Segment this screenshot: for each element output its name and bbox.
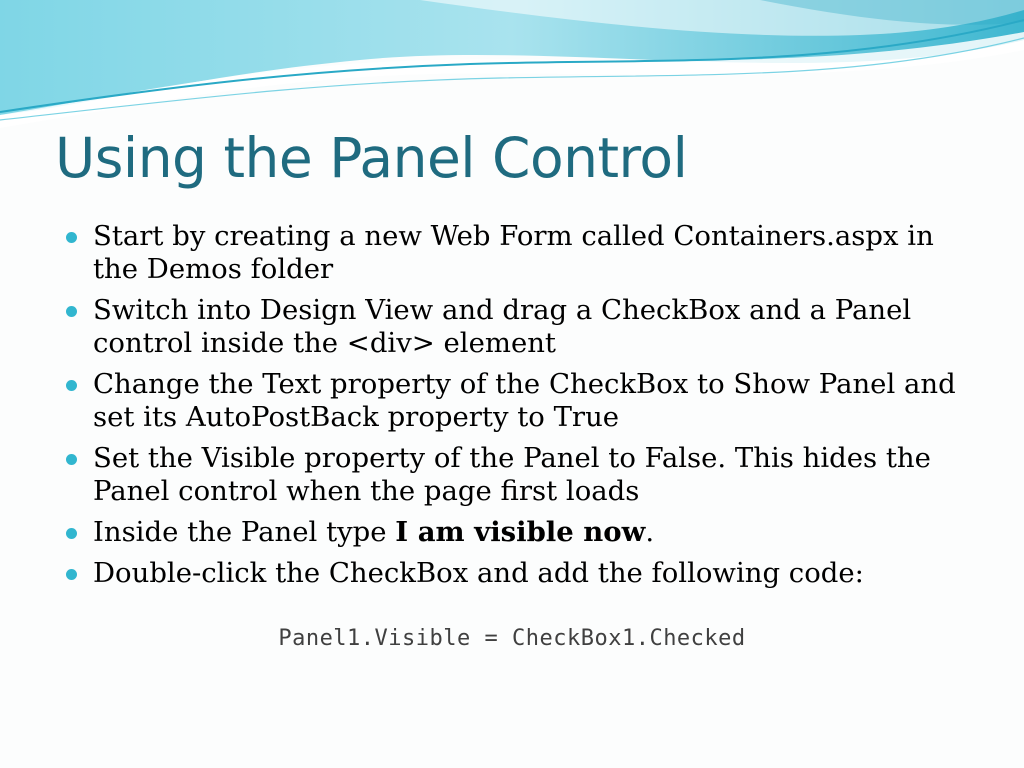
bullet-text: Switch into Design View and drag a CheckBox and a Panel control inside the <div> element bbox=[93, 294, 912, 359]
bullet-text-bold: I am visible now bbox=[395, 516, 646, 548]
bullet-item bbox=[66, 294, 976, 360]
bullet-text: Set the Visible property of the Panel to False. This hides the Panel control when the page first loads bbox=[93, 442, 931, 507]
bullet-icon bbox=[66, 306, 77, 317]
bullet-icon bbox=[66, 528, 77, 539]
bullet-icon bbox=[66, 232, 77, 243]
bullet-item bbox=[66, 442, 976, 508]
bullet-text: Double-click the CheckBox and add the following code: bbox=[93, 557, 864, 589]
bullet-icon bbox=[66, 454, 77, 465]
bullet-text-prefix: Inside the Panel type bbox=[93, 516, 396, 548]
bullet-icon bbox=[66, 569, 77, 580]
bullet-item bbox=[66, 557, 976, 590]
bullet-item bbox=[66, 516, 976, 549]
slide-title: Using the Panel Control bbox=[55, 126, 688, 190]
bullet-text-suffix: . bbox=[645, 516, 655, 548]
code-snippet: Panel1.Visible = CheckBox1.Checked bbox=[278, 626, 746, 651]
bullet-list bbox=[66, 220, 976, 598]
bullet-text: Start by creating a new Web Form called Containers.aspx in the Demos folder bbox=[93, 220, 934, 285]
bullet-item bbox=[66, 368, 976, 434]
header-wave-decoration bbox=[0, 0, 1024, 130]
bullet-item bbox=[66, 220, 976, 286]
bullet-icon bbox=[66, 380, 77, 391]
bullet-text: Change the Text property of the CheckBox to Show Panel and set its AutoPostBack property to True bbox=[93, 368, 956, 433]
